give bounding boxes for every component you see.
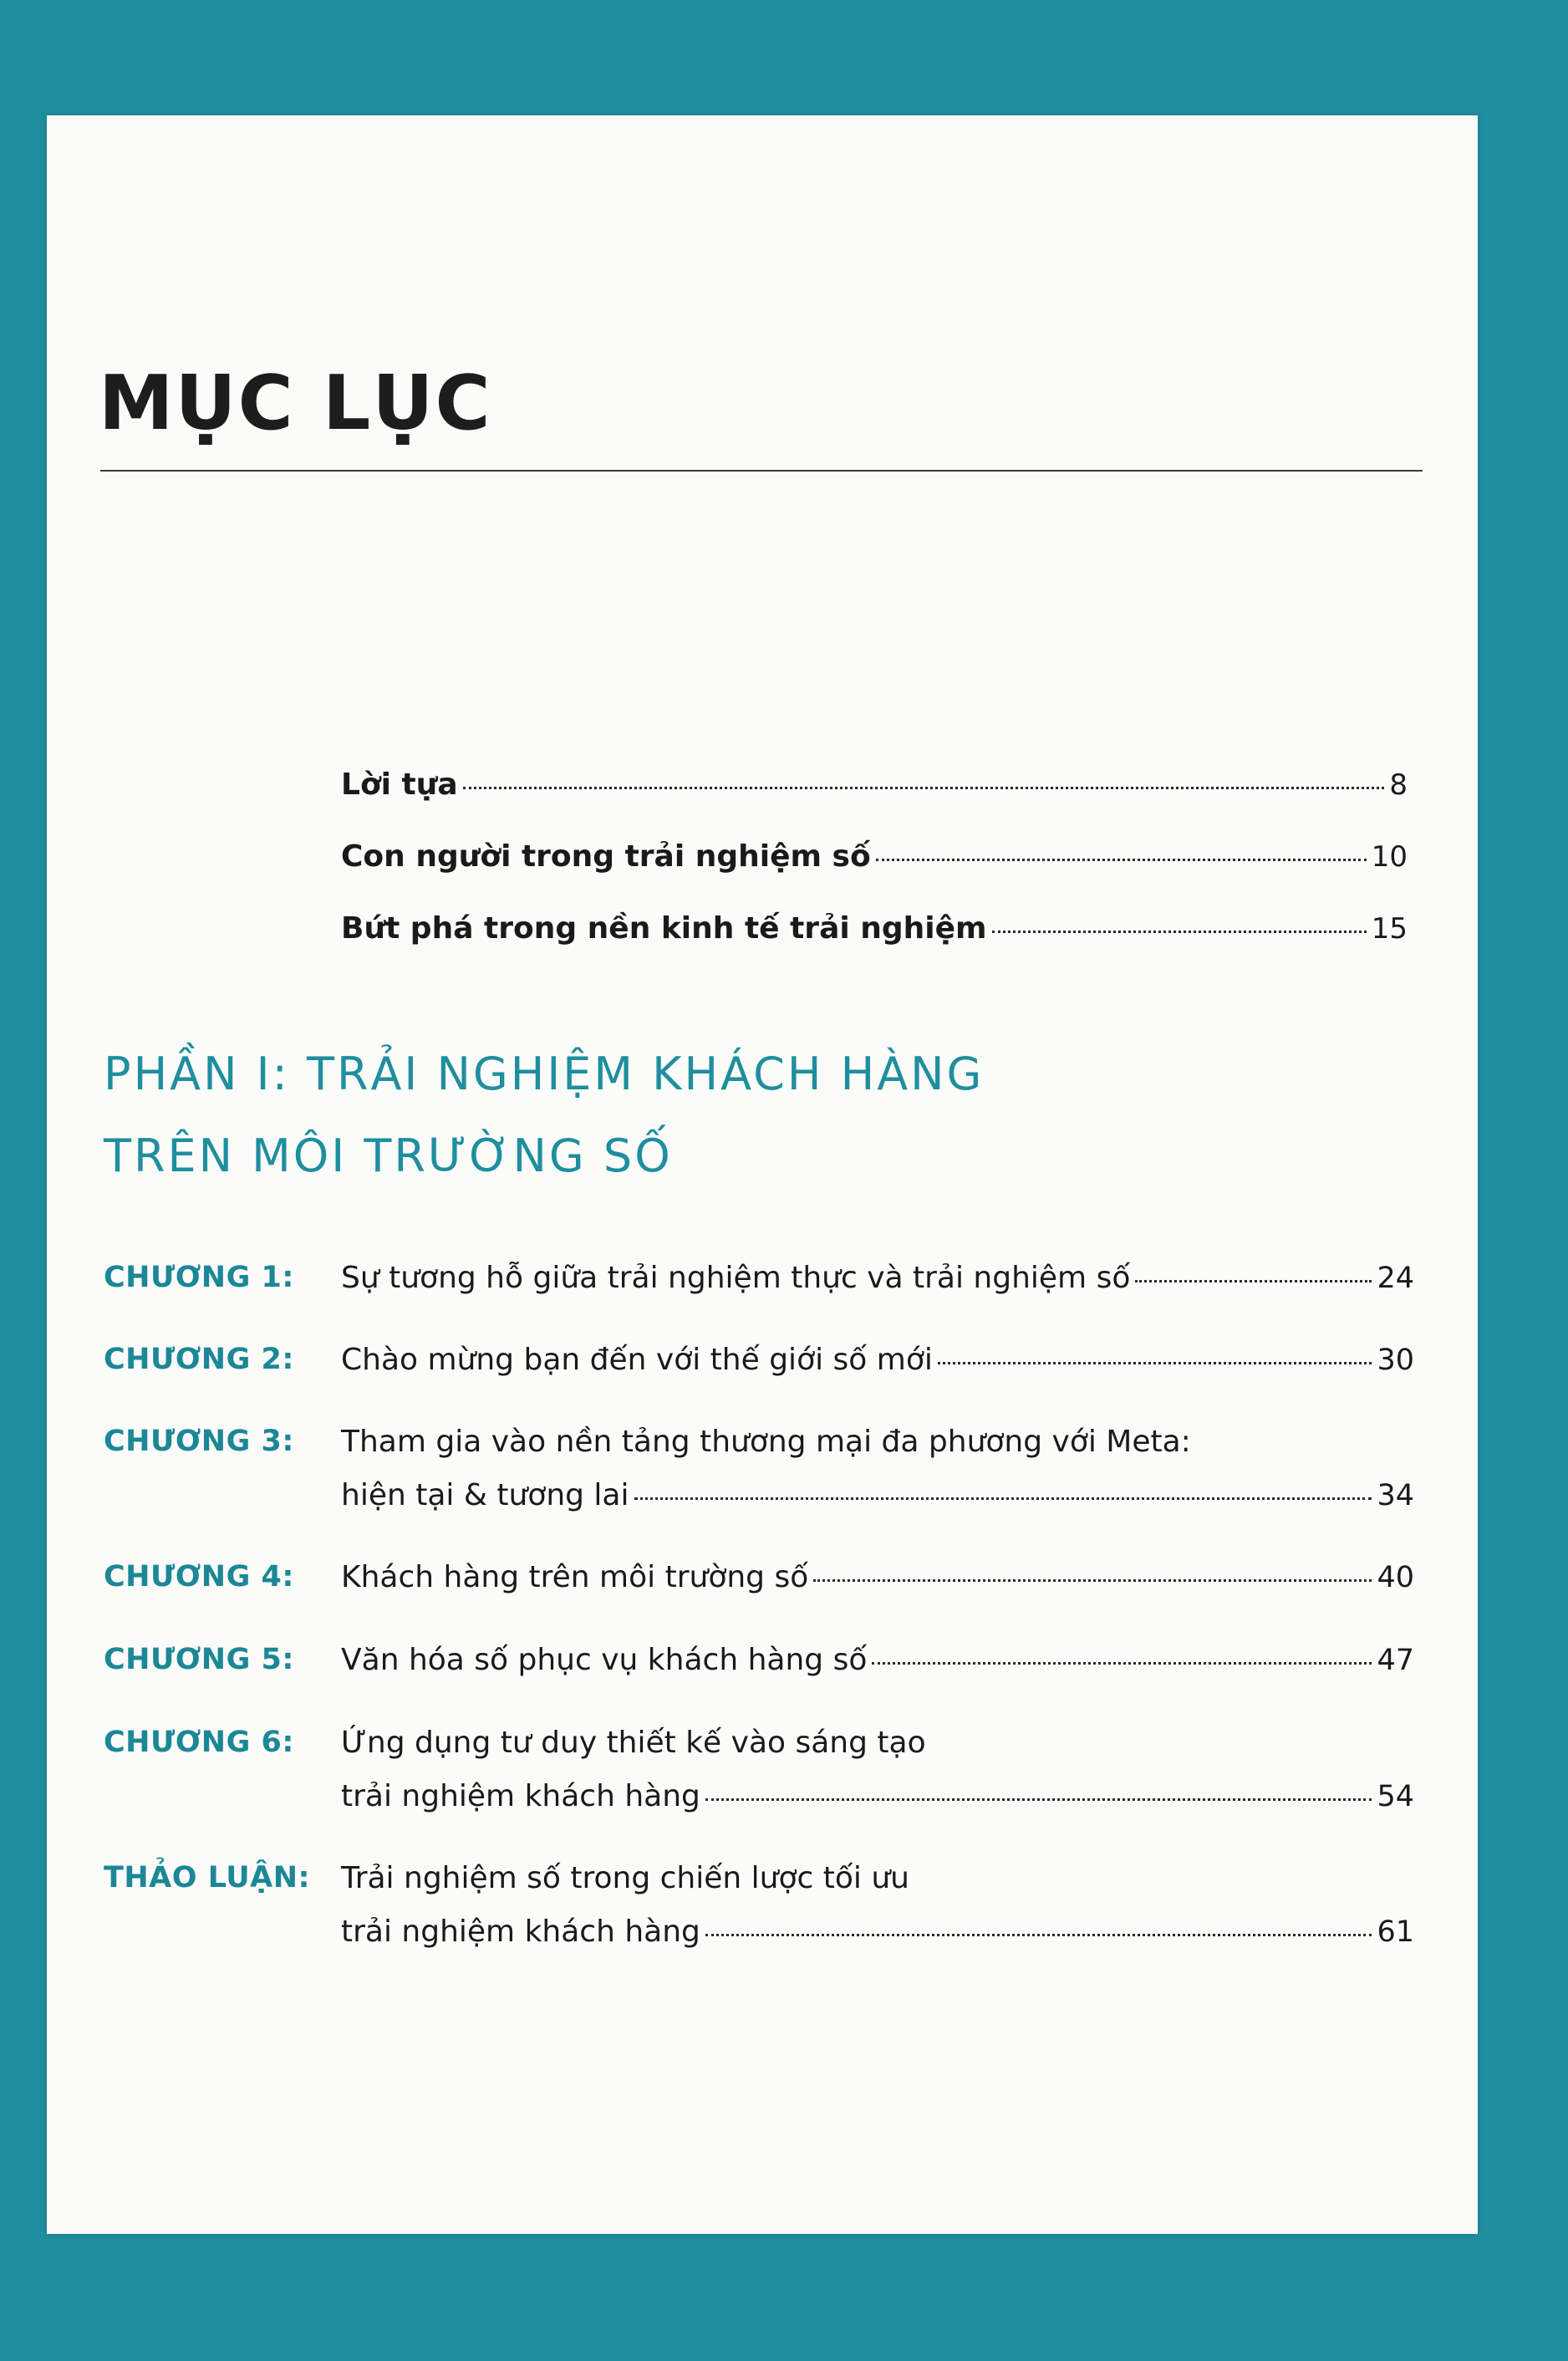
toc-entry-label: Lời tựa bbox=[341, 767, 458, 802]
chapter-page: 24 bbox=[1377, 1262, 1414, 1295]
toc-title: MỤC LỤC bbox=[99, 360, 492, 447]
chapter-label: CHƯƠNG 6: bbox=[104, 1726, 294, 1759]
chapter-title: Sự tương hỗ giữa trải nghiệm thực và trải nghiệm số bbox=[341, 1261, 1131, 1295]
chapter-page: 40 bbox=[1377, 1561, 1414, 1594]
toc-entry-people-digital[interactable] bbox=[341, 839, 1408, 874]
chapter-title: Ứng dụng tư duy thiết kế vào sáng tạo bbox=[341, 1726, 926, 1760]
chapter-page: 54 bbox=[1377, 1780, 1414, 1813]
toc-entry-page: 15 bbox=[1371, 912, 1408, 946]
chapter-title: Khách hàng trên môi trường số bbox=[341, 1560, 809, 1594]
chapter-label: CHƯƠNG 3: bbox=[104, 1425, 294, 1458]
part-heading-line1: PHẦN I: TRẢI NGHIỆM KHÁCH HÀNG bbox=[104, 1048, 985, 1100]
toc-entry-breakthrough[interactable] bbox=[341, 911, 1408, 946]
dot-leader bbox=[1135, 1280, 1372, 1282]
chapter-title: Trải nghiệm số trong chiến lược tối ưu bbox=[341, 1861, 909, 1895]
chapter-page: 34 bbox=[1377, 1479, 1414, 1512]
chapter-label: CHƯƠNG 4: bbox=[104, 1560, 294, 1594]
chapter-title-continued: trải nghiệm khách hàng bbox=[341, 1779, 700, 1813]
book-page bbox=[47, 115, 1478, 2234]
dot-leader bbox=[634, 1497, 1372, 1500]
toc-entry-label: Bứt phá trong nền kinh tế trải nghiệm bbox=[341, 911, 987, 946]
toc-entry-preface[interactable] bbox=[341, 767, 1408, 802]
dot-leader bbox=[872, 1662, 1372, 1665]
chapter-label: THẢO LUẬN: bbox=[104, 1861, 311, 1894]
chapter-page: 30 bbox=[1377, 1344, 1414, 1377]
chapter-label: CHƯƠNG 5: bbox=[104, 1643, 294, 1676]
dot-leader bbox=[813, 1579, 1372, 1582]
chapter-label: CHƯƠNG 1: bbox=[104, 1261, 294, 1294]
part-heading bbox=[104, 1033, 984, 1197]
chapter-title: Tham gia vào nền tảng thương mại đa phương với Meta: bbox=[341, 1425, 1191, 1459]
chapter-page: 47 bbox=[1377, 1644, 1414, 1677]
chapter-title: Chào mừng bạn đến với thế giới số mới bbox=[341, 1343, 933, 1377]
toc-entry-page: 10 bbox=[1371, 840, 1408, 874]
part-heading-line2: TRÊN MÔI TRƯỜNG SỐ bbox=[104, 1130, 673, 1182]
toc-entry-page: 8 bbox=[1389, 768, 1408, 802]
chapter-title: Văn hóa số phục vụ khách hàng số bbox=[341, 1643, 868, 1677]
dot-leader bbox=[876, 859, 1367, 861]
chapter-title-continued: trải nghiệm khách hàng bbox=[341, 1915, 700, 1949]
dot-leader bbox=[938, 1362, 1372, 1364]
chapter-page: 61 bbox=[1377, 1915, 1414, 1949]
dot-leader bbox=[992, 931, 1367, 933]
dot-leader bbox=[463, 787, 1385, 789]
dot-leader bbox=[705, 1798, 1372, 1801]
chapter-title-continued: hiện tại & tương lai bbox=[341, 1478, 629, 1512]
dot-leader bbox=[705, 1934, 1372, 1936]
toc-entry-label: Con người trong trải nghiệm số bbox=[341, 839, 871, 874]
chapter-label: CHƯƠNG 2: bbox=[104, 1343, 294, 1376]
title-divider bbox=[100, 470, 1423, 472]
